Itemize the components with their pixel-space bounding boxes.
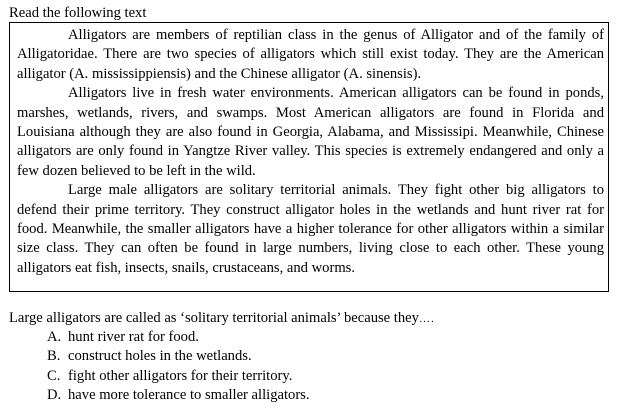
option-a[interactable]	[47, 328, 310, 347]
option-c[interactable]	[47, 367, 310, 386]
option-text: construct holes in the wetlands.	[68, 348, 252, 365]
option-b[interactable]	[47, 347, 310, 366]
option-letter: A.	[47, 329, 62, 345]
passage-paragraph-1: Alligators are members of reptilian class in the genus of Alligator and of the family of Alligatoridae. There are two species of alligators which still exist today. They are the American alligator (A. mississippiensis) and the Chinese alligator (A. sinensis).	[17, 27, 604, 82]
option-text: have more tolerance to smaller alligators.	[68, 386, 310, 403]
option-letter: D.	[47, 386, 62, 403]
instruction-text: Read the following text	[9, 5, 147, 21]
reading-passage-box	[9, 22, 609, 292]
passage-paragraph-2: Alligators live in fresh water environments. American alligators can be found in ponds, marshes, wetlands, rivers, and swamps. Most American alligators are found in Florida and Louisiana although they are also found in Georgia, Alabama, and Mississipi. Meanwhile, Chinese alligators are only found in Yangtze River valley. This species is extremely endangered and only a few dozen believed to be left in the wild.	[17, 85, 604, 179]
option-d[interactable]	[47, 386, 310, 405]
option-letter: C.	[47, 367, 61, 384]
question-ellipsis: ….	[418, 313, 435, 325]
question-text: Large alligators are called as ‘solitary territorial animals’ because they	[9, 310, 419, 326]
option-text: fight other alligators for their territory.	[68, 367, 293, 384]
option-text: hunt river rat for food.	[68, 329, 199, 345]
passage-paragraph-3: Large male alligators are solitary territorial animals. They fight other big alligators to defend their prime territory. They construct alligator holes in the wetlands and hunt river rat for food. Meanwhile, the smaller alligators have a higher tolerance for other alligators within a similar size class. They can often be found in large numbers, living close to each other. These young alligators eat fish, insects, snails, crustaceans, and worms.	[17, 182, 604, 276]
question-stem	[9, 309, 435, 329]
option-letter: B.	[47, 348, 61, 365]
answer-options	[47, 328, 310, 405]
